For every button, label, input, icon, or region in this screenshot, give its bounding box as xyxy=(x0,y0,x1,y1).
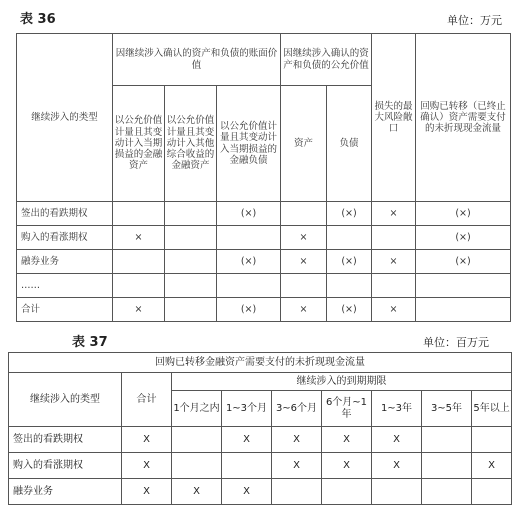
table-cell xyxy=(472,479,512,505)
table36-header-type: 继续涉入的类型 xyxy=(17,34,113,202)
table-row xyxy=(17,226,511,250)
table-cell xyxy=(165,298,217,322)
table-cell xyxy=(165,250,217,274)
table-cell: × xyxy=(281,226,327,250)
table37-header-period: 6个月~1年 xyxy=(322,391,372,427)
table-cell: × xyxy=(372,250,416,274)
table-cell: (×) xyxy=(327,202,372,226)
table-cell xyxy=(416,274,511,298)
table-cell xyxy=(281,202,327,226)
table-cell xyxy=(422,453,472,479)
table-cell: X xyxy=(272,427,322,453)
table-cell: × xyxy=(281,298,327,322)
table-cell: X xyxy=(222,427,272,453)
table36-header-max-loss: 损失的最大风险敞口 xyxy=(372,34,416,202)
table-row xyxy=(17,202,511,226)
table-cell: X xyxy=(322,453,372,479)
table-cell xyxy=(113,202,165,226)
table-row xyxy=(17,298,511,322)
table-cell xyxy=(165,226,217,250)
table37-caption: 回购已转移金融资产需要支付的未折现现金流量 xyxy=(9,353,512,373)
table36-header-fair-liability: 负债 xyxy=(327,86,372,202)
table37-header-period: 1~3个月 xyxy=(222,391,272,427)
table-cell: × xyxy=(113,226,165,250)
table-cell xyxy=(327,226,372,250)
table-cell xyxy=(281,274,327,298)
table-row xyxy=(9,453,512,479)
table-cell: X xyxy=(472,453,512,479)
table-cell: (×) xyxy=(416,250,511,274)
table36-header-fair-asset: 资产 xyxy=(281,86,327,202)
table-cell xyxy=(165,274,217,298)
table-cell: X xyxy=(372,453,422,479)
row-label: 签出的看跌期权 xyxy=(17,202,113,226)
table36-body xyxy=(17,202,511,322)
table-cell: (×) xyxy=(217,202,281,226)
table-cell xyxy=(217,226,281,250)
table37-body xyxy=(9,427,512,505)
table-row xyxy=(17,250,511,274)
table37-header-period: 1个月之内 xyxy=(172,391,222,427)
table36-header-fair-group: 因继续涉入确认的资产和负债的公允价值 xyxy=(281,34,372,86)
row-label: 购入的看涨期权 xyxy=(17,226,113,250)
table37-header-type: 继续涉入的类型 xyxy=(9,373,122,427)
table36-header-fvtpl-asset: 以公允价值计量且其变动计入当期损益的金融资产 xyxy=(113,86,165,202)
row-label: 融券业务 xyxy=(9,479,122,505)
table37-unit: 单位：百万元 xyxy=(423,336,489,349)
table-cell: X xyxy=(372,427,422,453)
table-cell xyxy=(113,250,165,274)
table37-header-period: 3~5年 xyxy=(422,391,472,427)
table-cell xyxy=(222,453,272,479)
table-cell xyxy=(165,202,217,226)
table36-header-fvtpl-liability: 以公允价值计量且其变动计入当期损益的金融负债 xyxy=(217,86,281,202)
table-cell: (×) xyxy=(217,298,281,322)
table-cell: × xyxy=(372,298,416,322)
table-row xyxy=(9,427,512,453)
table36-header-carrying-group: 因继续涉入确认的资产和负债的账面价值 xyxy=(113,34,281,86)
table36-header-undiscounted: 回购已转移（已终止确认）资产需要支付的未折现现金流量 xyxy=(416,34,511,202)
table-cell xyxy=(416,298,511,322)
table-cell xyxy=(322,479,372,505)
table-cell xyxy=(372,226,416,250)
table-cell xyxy=(372,274,416,298)
table37-header-period: 1~3年 xyxy=(372,391,422,427)
table36-title: 表 36 xyxy=(20,12,56,27)
row-label: 合计 xyxy=(17,298,113,322)
table37-header-period: 5年以上 xyxy=(472,391,512,427)
table-cell xyxy=(372,479,422,505)
table-cell xyxy=(327,274,372,298)
table-cell xyxy=(472,427,512,453)
table-cell: X xyxy=(172,479,222,505)
table-cell: (×) xyxy=(416,202,511,226)
table-cell: X xyxy=(122,427,172,453)
table-36 xyxy=(16,33,511,322)
table-cell: × xyxy=(372,202,416,226)
table-cell: × xyxy=(113,298,165,322)
table36-header-fvoci-asset: 以公允价值计量且其变动计入其他综合收益的金融资产 xyxy=(165,86,217,202)
table-cell xyxy=(217,274,281,298)
table-row xyxy=(17,274,511,298)
table-cell xyxy=(172,453,222,479)
table37-header-period-group: 继续涉入的到期期限 xyxy=(172,373,512,391)
table-cell: X xyxy=(322,427,372,453)
table-cell xyxy=(272,479,322,505)
table-cell xyxy=(422,427,472,453)
table37-title: 表 37 xyxy=(72,335,108,350)
table-cell: (×) xyxy=(217,250,281,274)
table-cell: X xyxy=(122,479,172,505)
table-cell xyxy=(113,274,165,298)
table37-header-period: 3~6个月 xyxy=(272,391,322,427)
table-cell: X xyxy=(122,453,172,479)
table-cell: X xyxy=(272,453,322,479)
row-label: …… xyxy=(17,274,113,298)
row-label: 签出的看跌期权 xyxy=(9,427,122,453)
table-cell: (×) xyxy=(327,250,372,274)
table-cell: (×) xyxy=(416,226,511,250)
table-cell xyxy=(172,427,222,453)
table-cell xyxy=(422,479,472,505)
table-cell: (×) xyxy=(327,298,372,322)
table36-unit: 单位：万元 xyxy=(447,14,502,27)
table-row xyxy=(9,479,512,505)
table-37 xyxy=(8,352,512,505)
table-cell: X xyxy=(222,479,272,505)
row-label: 购入的看涨期权 xyxy=(9,453,122,479)
row-label: 融券业务 xyxy=(17,250,113,274)
table-cell: × xyxy=(281,250,327,274)
table37-header-total: 合计 xyxy=(122,373,172,427)
